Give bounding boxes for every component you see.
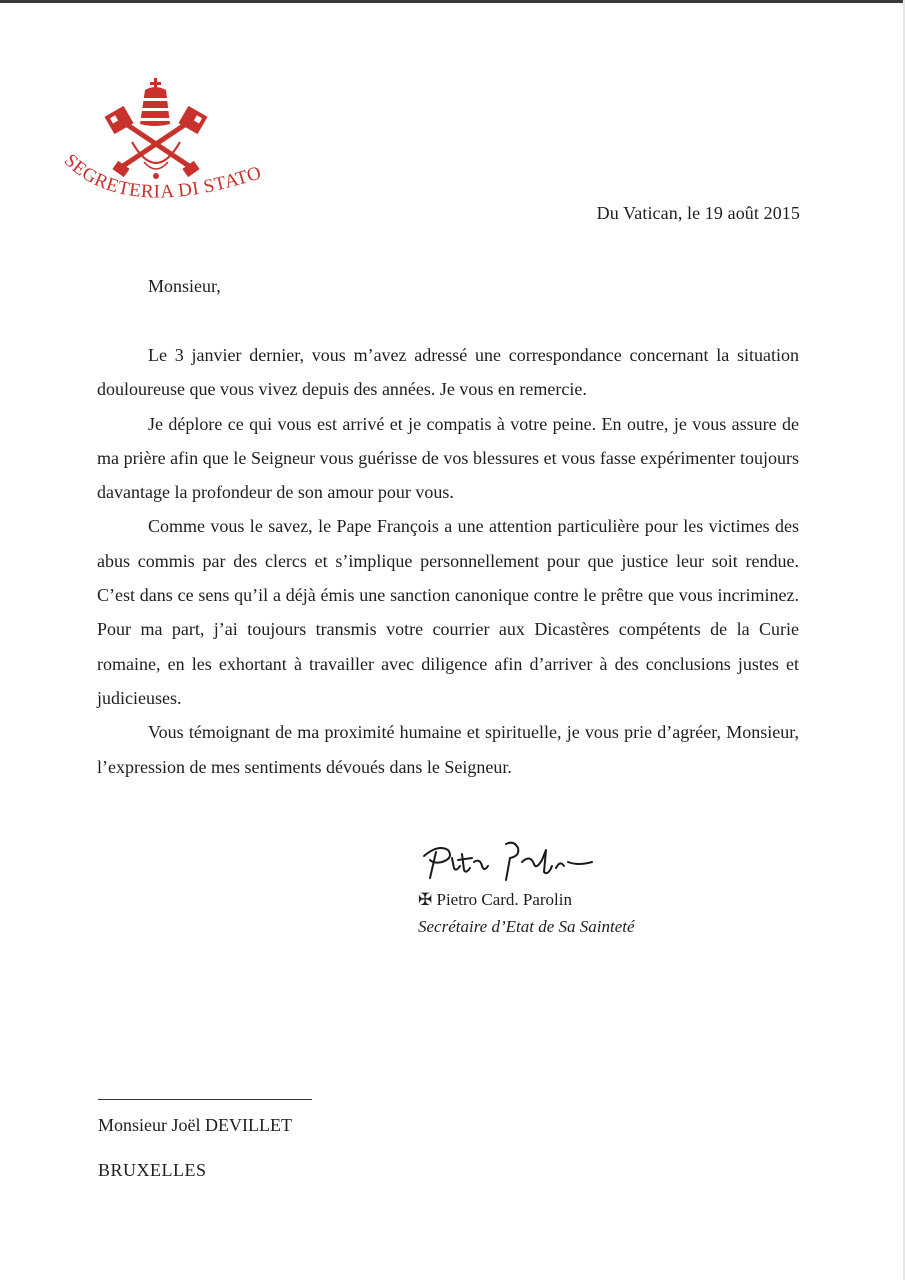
recipient-city: BRUXELLES — [98, 1160, 207, 1180]
scan-edge-top — [0, 0, 905, 3]
recipient-name: Monsieur Joël DEVILLET — [98, 1115, 292, 1135]
salutation: Monsieur, — [148, 276, 221, 296]
letterhead-emblem — [52, 76, 277, 216]
letter-date: Du Vatican, le 19 août 2015 — [596, 203, 800, 223]
signer-title: Secrétaire d’Etat de Sa Sainteté — [418, 917, 635, 936]
paragraph: Je déplore ce qui vous est arrivé et je compatis à votre peine. En outre, je vous assure de ma prière afin que le Seigneur vous guérisse de vos blessures et vous fasse expérimenter toujours davantage la profondeur de son amour pour vous. — [97, 413, 799, 503]
paragraph: Comme vous le savez, le Pape François a une attention particulière pour les victimes des abus commis par des clercs et s’implique personnellement pour que justice leur soit rendue. C’est dans ce sens qu’il a déjà émis une sanction canonique contre le prêtre que vous incriminez. Pour ma part, j’ai toujours transmis votre courrier aux Dicastères compétents de la Curie romaine, en les exhortant à travailler avec diligence afin d’arriver à des conclusions justes et judicieuses. — [97, 516, 799, 708]
paragraph: Vous témoignant de ma proximité humaine et spirituelle, je vous prie d’agréer, Monsieur, l’expression de mes sentiments dévoués dans le Seigneur. — [97, 722, 799, 777]
papal-coat-of-arms-icon — [52, 76, 277, 216]
letter-body — [97, 338, 799, 784]
signer-name: ✠ Pietro Card. Parolin — [418, 890, 573, 909]
recipient-divider — [98, 1099, 312, 1100]
emblem-text: SEGRETERIA DI STATO — [59, 150, 265, 203]
paragraph: Le 3 janvier dernier, vous m’avez adressé une correspondance concernant la situation douloureuse que vous vivez depuis des années. Je vous en remercie. — [97, 345, 799, 400]
handwritten-signature — [418, 832, 598, 888]
